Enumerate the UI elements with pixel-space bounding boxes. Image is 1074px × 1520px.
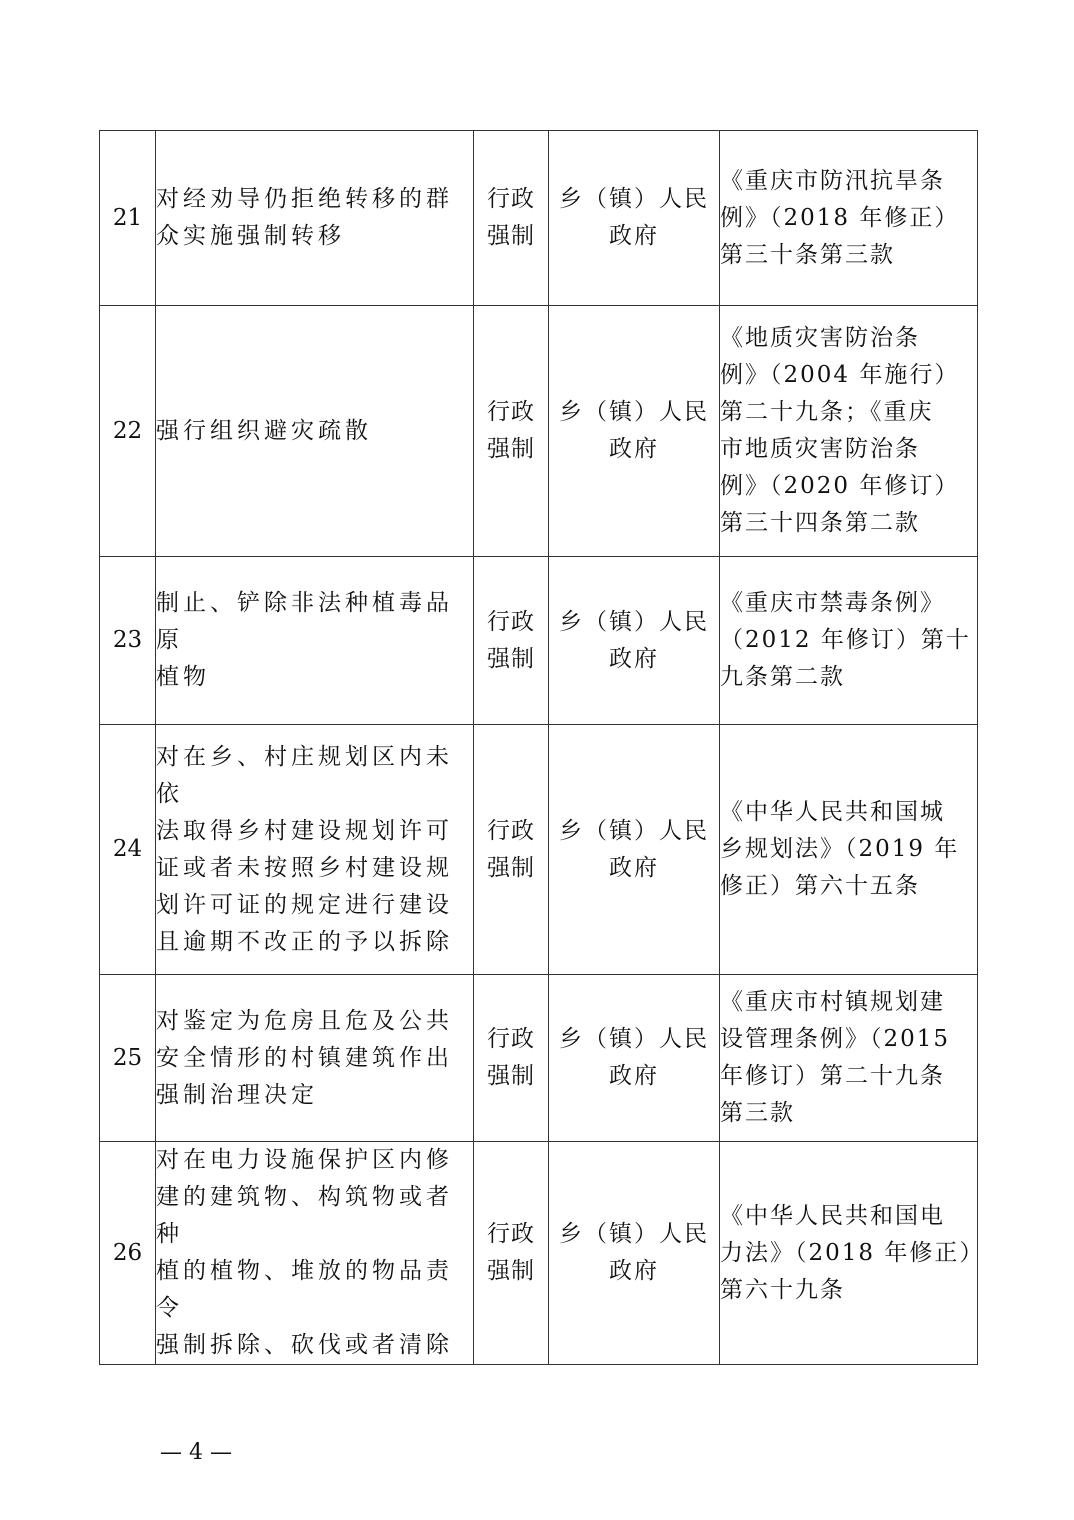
item-name-cell bbox=[156, 557, 474, 725]
agency-line: 乡（镇）人民 bbox=[559, 817, 709, 844]
legal-basis-line: 《中华人民共和国电 bbox=[720, 1202, 945, 1229]
item-type-cell bbox=[474, 725, 549, 975]
agency-line: 政府 bbox=[609, 436, 659, 462]
item-name-cell bbox=[156, 975, 474, 1142]
legal-basis-cell bbox=[720, 1142, 985, 1365]
legal-basis-cell bbox=[720, 725, 978, 975]
item-type-line: 行政 bbox=[487, 608, 535, 635]
item-name-line: 强行组织避灾疏散 bbox=[156, 417, 372, 444]
legal-basis-line: 设管理条例》（2015 bbox=[720, 1026, 951, 1052]
legal-basis-line: 力法》（2018 年修正） bbox=[720, 1239, 985, 1266]
item-name-line: 植物 bbox=[156, 664, 210, 690]
item-type-line: 强制 bbox=[487, 1258, 535, 1284]
row-number: 24 bbox=[100, 725, 156, 975]
agency-line: 乡（镇）人民 bbox=[559, 186, 709, 212]
legal-basis-line: 第三十四条第二款 bbox=[720, 510, 920, 536]
row-number: 23 bbox=[100, 557, 156, 725]
item-type-cell bbox=[474, 1142, 549, 1365]
legal-basis-line: 《重庆市村镇规划建 bbox=[720, 989, 945, 1015]
item-name-line: 强制拆除、砍伐或者清除 bbox=[156, 1332, 453, 1358]
item-name-cell bbox=[156, 725, 474, 975]
item-type-cell bbox=[474, 131, 549, 306]
item-type-line: 强制 bbox=[487, 854, 535, 881]
agency-line: 政府 bbox=[609, 645, 659, 672]
item-name-line: 强制治理决定 bbox=[156, 1081, 318, 1108]
power-list-table bbox=[99, 130, 985, 1365]
table-row bbox=[100, 131, 978, 306]
item-type-line: 强制 bbox=[487, 223, 535, 249]
row-number: 26 bbox=[100, 1142, 156, 1365]
agency-cell bbox=[549, 306, 720, 557]
legal-basis-line: （2012 年修订）第十 bbox=[720, 627, 971, 653]
item-type-line: 行政 bbox=[487, 1221, 535, 1247]
item-name-cell bbox=[156, 131, 474, 306]
item-type-line: 行政 bbox=[487, 1026, 535, 1052]
item-name-line: 对在电力设施保护区内修 bbox=[156, 1147, 453, 1173]
item-name-line: 对在乡、村庄规划区内未依 bbox=[156, 743, 453, 807]
legal-basis-line: 修正）第六十五条 bbox=[720, 873, 920, 899]
legal-basis-line: 第二十九条；《重庆 bbox=[720, 399, 934, 425]
legal-basis-line: 乡规划法》（2019 年 bbox=[720, 836, 960, 862]
legal-basis-line: 《重庆市防汛抗旱条 bbox=[720, 167, 945, 194]
item-type-cell bbox=[474, 306, 549, 557]
legal-basis-line: 九条第二款 bbox=[720, 664, 845, 690]
item-name-line: 建的建筑物、构筑物或者种 bbox=[156, 1184, 453, 1247]
item-name-line: 植的植物、堆放的物品责令 bbox=[156, 1258, 453, 1321]
item-type-line: 强制 bbox=[487, 645, 535, 672]
row-number: 21 bbox=[100, 131, 156, 306]
table-row bbox=[100, 725, 978, 975]
item-type-line: 强制 bbox=[487, 436, 535, 462]
item-type-line: 行政 bbox=[487, 399, 535, 425]
row-number: 25 bbox=[100, 975, 156, 1142]
item-name-line: 证或者未按照乡村建设规 bbox=[156, 854, 453, 881]
item-type-line: 行政 bbox=[487, 186, 535, 212]
item-name-cell bbox=[156, 306, 474, 557]
item-name-line: 法取得乡村建设规划许可 bbox=[156, 817, 453, 844]
agency-line: 政府 bbox=[609, 223, 659, 249]
item-type-line: 强制 bbox=[487, 1063, 535, 1089]
table-row bbox=[100, 975, 978, 1142]
legal-basis-cell bbox=[720, 557, 978, 725]
legal-basis-line: 《地质灾害防治条 bbox=[720, 325, 920, 351]
item-name-cell bbox=[156, 1142, 474, 1365]
item-name-line: 众实施强制转移 bbox=[156, 223, 345, 249]
agency-line: 乡（镇）人民 bbox=[559, 1221, 709, 1247]
legal-basis-line: 年修订）第二十九条 bbox=[720, 1063, 945, 1089]
legal-basis-line: 例》（2004 年施行） bbox=[720, 362, 960, 388]
item-name-line: 且逾期不改正的予以拆除 bbox=[156, 928, 453, 955]
agency-line: 政府 bbox=[609, 854, 659, 881]
legal-basis-cell bbox=[720, 975, 978, 1142]
table-row bbox=[100, 1142, 978, 1365]
agency-cell bbox=[549, 131, 720, 306]
item-name-line: 对鉴定为危房且危及公共 bbox=[156, 1007, 453, 1034]
legal-basis-line: 例》（2020 年修订） bbox=[720, 473, 960, 499]
agency-line: 乡（镇）人民 bbox=[559, 1026, 709, 1052]
agency-cell bbox=[549, 975, 720, 1142]
legal-basis-line: 第三款 bbox=[720, 1100, 795, 1126]
agency-line: 政府 bbox=[609, 1063, 659, 1089]
legal-basis-line: 市地质灾害防治条 bbox=[720, 436, 920, 462]
agency-line: 政府 bbox=[609, 1258, 659, 1284]
legal-basis-line: 第六十九条 bbox=[720, 1276, 845, 1303]
row-number: 22 bbox=[100, 306, 156, 557]
agency-cell bbox=[549, 725, 720, 975]
agency-cell bbox=[549, 1142, 720, 1365]
table-row bbox=[100, 557, 978, 725]
item-name-line: 对经劝导仍拒绝转移的群 bbox=[156, 186, 453, 212]
item-type-cell bbox=[474, 557, 549, 725]
agency-line: 乡（镇）人民 bbox=[559, 399, 709, 425]
agency-cell bbox=[549, 557, 720, 725]
legal-basis-line: 《中华人民共和国城 bbox=[720, 799, 945, 825]
legal-basis-line: 第三十条第三款 bbox=[720, 241, 895, 268]
page-number: — 4 — bbox=[160, 1440, 232, 1465]
legal-basis-line: 《重庆市禁毒条例》 bbox=[720, 590, 945, 616]
item-type-line: 行政 bbox=[487, 817, 535, 844]
item-type-cell bbox=[474, 975, 549, 1142]
legal-basis-cell bbox=[720, 306, 978, 557]
legal-basis-line: 例》（2018 年修正） bbox=[720, 204, 960, 231]
item-name-line: 安全情形的村镇建筑作出 bbox=[156, 1044, 453, 1071]
table-row bbox=[100, 306, 978, 557]
item-name-line: 划许可证的规定进行建设 bbox=[156, 891, 453, 918]
legal-basis-cell bbox=[720, 131, 978, 306]
agency-line: 乡（镇）人民 bbox=[559, 608, 709, 635]
item-name-line: 制止、铲除非法种植毒品原 bbox=[156, 590, 453, 653]
